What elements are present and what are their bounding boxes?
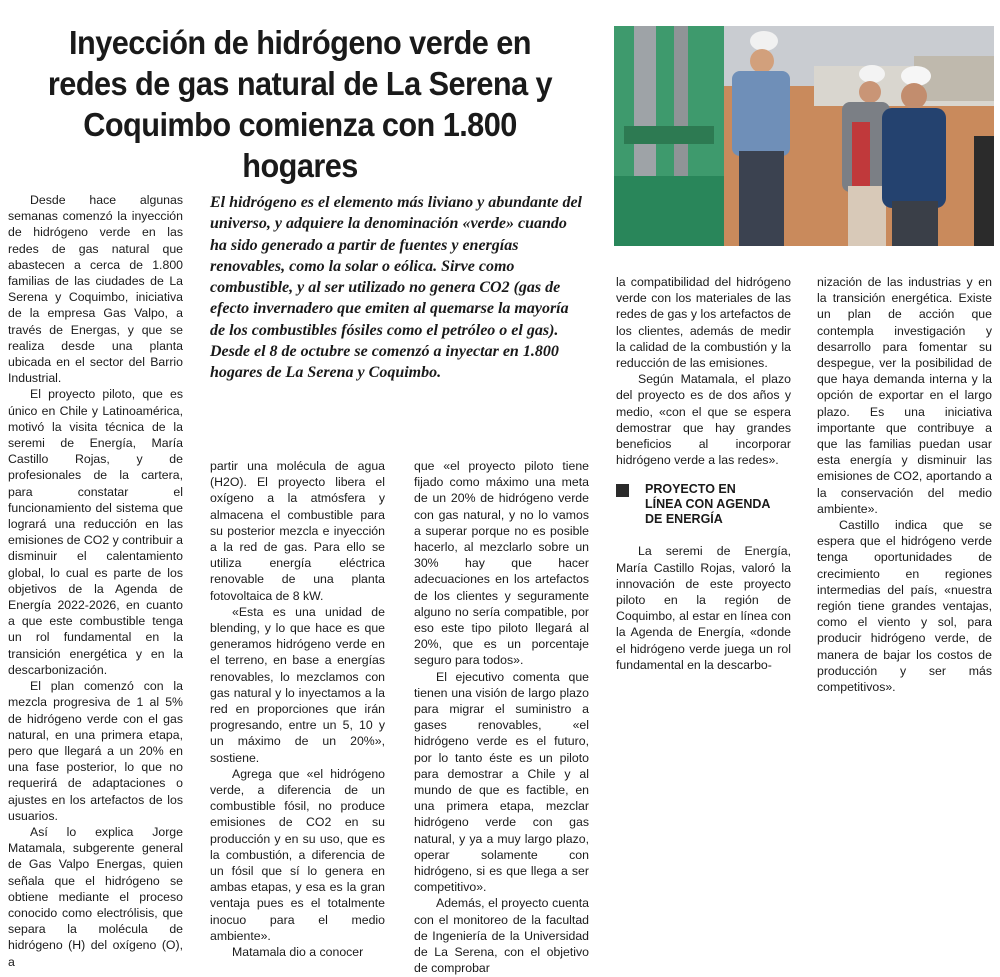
section-title-line: LÍNEA CON AGENDA [645, 497, 771, 512]
article-photo [614, 26, 994, 246]
column-2 [210, 458, 385, 960]
paragraph: Desde hace algunas semanas comenzó la inyección de hidrógeno verde en las redes de gas natural que abastecen a cerca de 1.800 familias de las ciudades de La Serena y Coquimbo, iniciativa de la empresa Gas Valpo, a través de Energas, y que se realiza desde una planta ubicada en el sector del Barrio Industrial. [8, 193, 183, 386]
paragraph: Además, el proyecto cuenta con el monitoreo de la facultad de Ingeniería de la Universidad de La Serena, con el objetivo de comprobar [414, 896, 589, 976]
column-4 [616, 274, 791, 673]
section-title [645, 482, 770, 527]
lead-text: Desde el 8 de octubre se comenzó a inyectar en 1.800 hogares de La Serena y Coquimbo. [210, 343, 559, 382]
paragraph: La seremi de Energía, María Castillo Rojas, valoró la innovación de este proyecto piloto en la región de Coquimbo, al estar en línea con la Agenda de Energía, «donde el hidrógeno verde juega un rol fundamental en la descarbo- [616, 544, 791, 672]
column-1 [8, 192, 183, 970]
paragraph: nización de las industrias y en la transición energética. Existe un plan de acción que contempla investigación y desarrollo para fomentar su despegue, ver la posibilidad de que haya demanda interna y la opción de exportar en el largo plazo. Es una iniciativa importante que contribuye a que las familias puedan usar esta energía y disminuir las emisiones de CO2, aportando a la conservación del medio ambiente». [817, 275, 992, 516]
section-title-line: DE ENERGÍA [645, 512, 723, 527]
paragraph: Así lo explica Jorge Matamala, subgerente general de Gas Valpo Energas, quien señala que el hidrógeno se obtiene mediante el proceso conocido como electrólisis, que separa la molécula de hidrógeno (H) del oxígeno (O), a [8, 824, 183, 969]
square-bullet-icon [616, 484, 629, 497]
paragraph: la compatibilidad del hidrógeno verde con los materiales de las redes de gas y los artefactos de los clientes, además de medir la calidad de la combustión y la reducción de las emisiones. [616, 275, 791, 371]
paragraph: «Esta es una unidad de blending, y lo que hace es que generamos hidrógeno verde en el terreno, en base a energías renovables, lo mezclamos con gas natural y lo inyectamos a la red en proporciones que irán progresando, entre un 5, 10 y un máximo de un 20%», sostiene. [210, 604, 385, 765]
paragraph: Castillo indica que se espera que el hidrógeno verde tenga oportunidades de crecimiento en regiones intermedias del país, «nuestra región tiene grandes ventajas, como el viento y sol, para producir hidrógeno verde, de manera de bajar los costos de producción y ser más competitivos». [817, 518, 992, 695]
section-heading [616, 482, 791, 527]
paragraph: partir una molécula de agua (H2O). El proyecto libera el oxígeno a la atmósfera y almacena el combustible para su posterior mezcla e inyección a la red de gas. Para ello se utiliza energía eléctrica renovable de una planta fotovoltaica de 8 kW. [210, 459, 385, 603]
column-3 [414, 458, 589, 977]
headline: Inyección de hidrógeno verde en redes de gas natural de La Serena y Coquimbo comienza con 1.800 hogares [47, 24, 553, 184]
column-5 [817, 274, 992, 695]
paragraph: El proyecto piloto, que es único en Chile y Latinoamérica, motivó la visita técnica de la seremi de Energía, María Castillo Rojas, y de profesionales de la cartera, para constatar el funcionamiento del sistema que logrará una reducción en las emisiones de CO2 y contribuir a disminuir el calentamiento global, lo cual es parte de los objetivos de la Agenda de Energía 2022-2026, en cuanto a que este combustible tenga un rol fundamental en la transición energética y en la descarbonización. [8, 387, 183, 677]
paragraph: Según Matamala, el plazo del proyecto es de dos años y medio, «con el que se espera demostrar que hay grandes beneficios al incorporar hidrógeno verde a las redes». [616, 372, 791, 468]
lead-text: El hidrógeno es el elemento más liviano y abundante del universo, y adquiere la denominación «verde» cuando ha sido generado a partir de fuentes y energías renovables, como la solar o eólica. Sirve como combustible, y al ser utilizado no genera CO2 (gas de efecto invernadero que emiten al quemarse la mayoría de los combustibles fósiles como el petróleo o el gas). [210, 194, 582, 339]
paragraph: que «el proyecto piloto tiene fijado como máximo una meta de un 20% de hidrógeno verde con gas natural, y no lo vamos a superar porque no es posible hacerlo, al mezclarlo sobre un 30% hay que hacer adecuaciones en los artefactos de los clientes y seguramente alguno no sería compatible, por eso este tipo piloto llegará al 20%, que es un porcentaje seguro para todos». [414, 459, 589, 668]
paragraph: El ejecutivo comenta que tienen una visión de largo plazo para migrar el suministro a gases renovables, «el hidrógeno verde es el futuro, por lo tanto éste es un piloto para demostrar a Chile y al mundo de que es factible, en una primera etapa, mezclar hidrógeno verde con gas natural, y ya a muy largo plazo, operar solamente con hidrógeno, si es que llega a ser competitivo». [414, 669, 589, 895]
section-title-line: PROYECTO EN [645, 482, 736, 497]
lead-paragraph [210, 192, 582, 384]
paragraph: El plan comenzó con la mezcla progresiva de 1 al 5% de hidrógeno verde con el gas natural, en una primera etapa, pero que llegará a un 20% en una fase posterior, lo que no requerirá de adaptaciones o ajustes en los artefactos de los usuarios. [8, 679, 183, 823]
paragraph: Agrega que «el hidrógeno verde, a diferencia de un combustible fósil, no produce emisiones de CO2 en su producción y en su uso, que es la combustión, a diferencia de un fósil que sí lo genera en ambas etapas, y esa es la gran ventaja pues es el totalmente inocuo para el medio ambiente». [210, 766, 385, 943]
paragraph: Matamala dio a conocer [232, 945, 364, 960]
